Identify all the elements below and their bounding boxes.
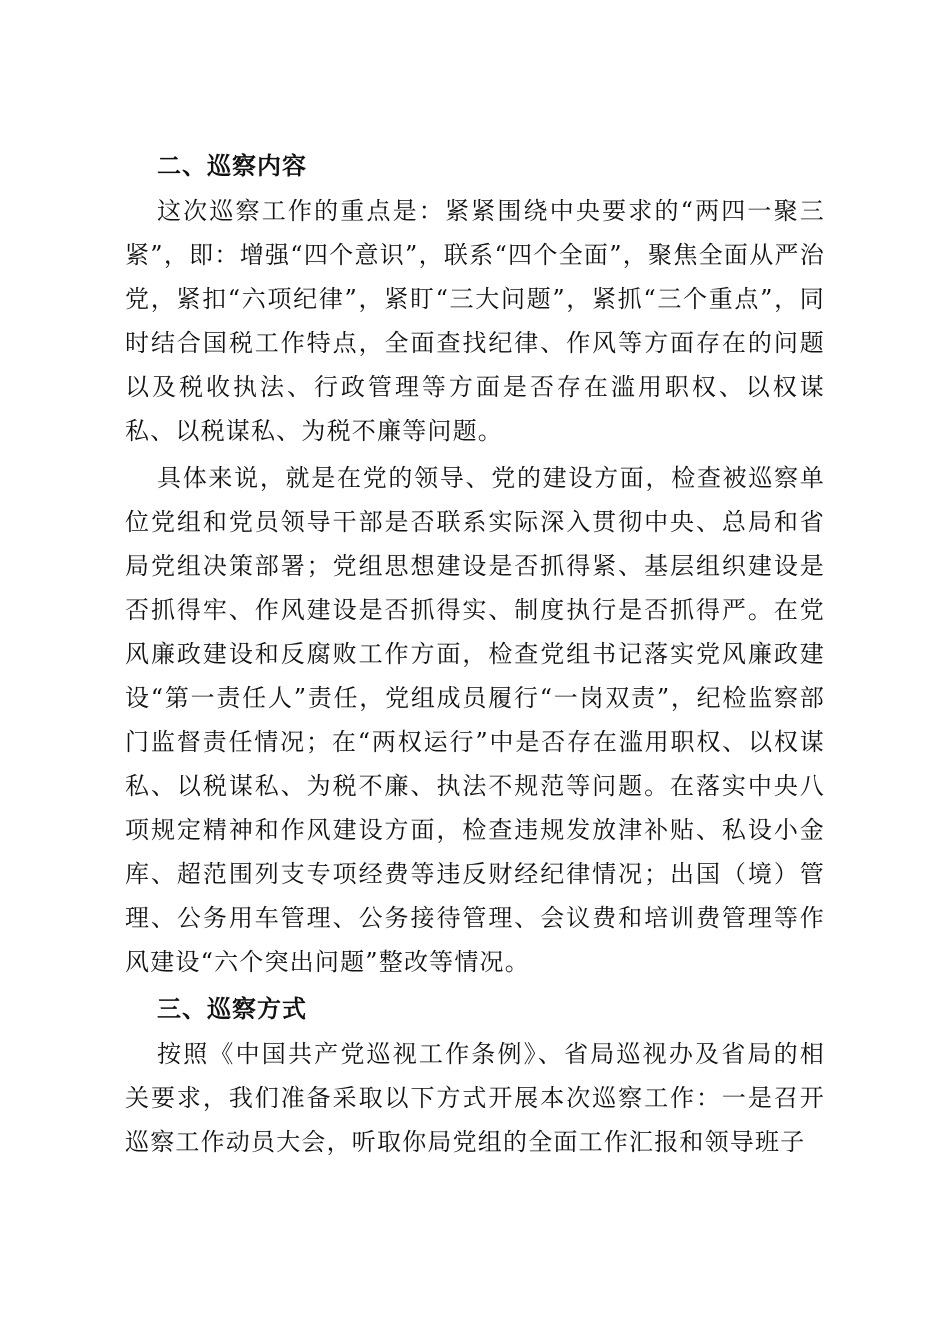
section-heading-inspection-method: 三、巡察方式 [157,995,307,1023]
section-heading-inspection-content: 二、巡察内容 [157,152,307,180]
document-body [125,141,825,1164]
paragraph-inspection-details: 具体来说，就是在党的领导、党的建设方面，检查被巡察单位党组和党员领导干部是否联系实际深入贯彻中央、总局和省局党组决策部署；党组思想建设是否抓得紧、基层组织建设是否抓得牢、作风建设是否抓得实、制度执行是否抓得严。在党风廉政建设和反腐败工作方面，检查党组书记落实党风廉政建设“第一责任人”责任，党组成员履行“一岗双责”，纪检监察部门监督责任情况；在“两权运行”中是否存在滥用职权、以权谋私、以税谋私、为税不廉、执法不规范等问题。在落实中央八项规定精神和作风建设方面，检查违规发放津补贴、私设小金库、超范围列支专项经费等违反财经纪律情况；出国（境）管理、公务用车管理、公务接待管理、会议费和培训费管理等作风建设“六个突出问题”整改等情况。 [125,464,825,976]
paragraph-inspection-focus: 这次巡察工作的重点是：紧紧围绕中央要求的“两四一聚三紧”，即：增强“四个意识”，联系“四个全面”，聚焦全面从严治党，紧扣“六项纪律”，紧盯“三大问题”，紧抓“三个重点”，同时结合国税工作特点，全面查找纪律、作风等方面存在的问题以及税收执法、行政管理等方面是否存在滥用职权、以权谋私、以税谋私、为税不廉等问题。 [125,197,825,445]
paragraph-inspection-approach: 按照《中国共产党巡视工作条例》、省局巡视办及省局的相关要求，我们准备采取以下方式开展本次巡察工作：一是召开巡察工作动员大会，听取你局党组的全面工作汇报和领导班子 [125,1040,825,1156]
